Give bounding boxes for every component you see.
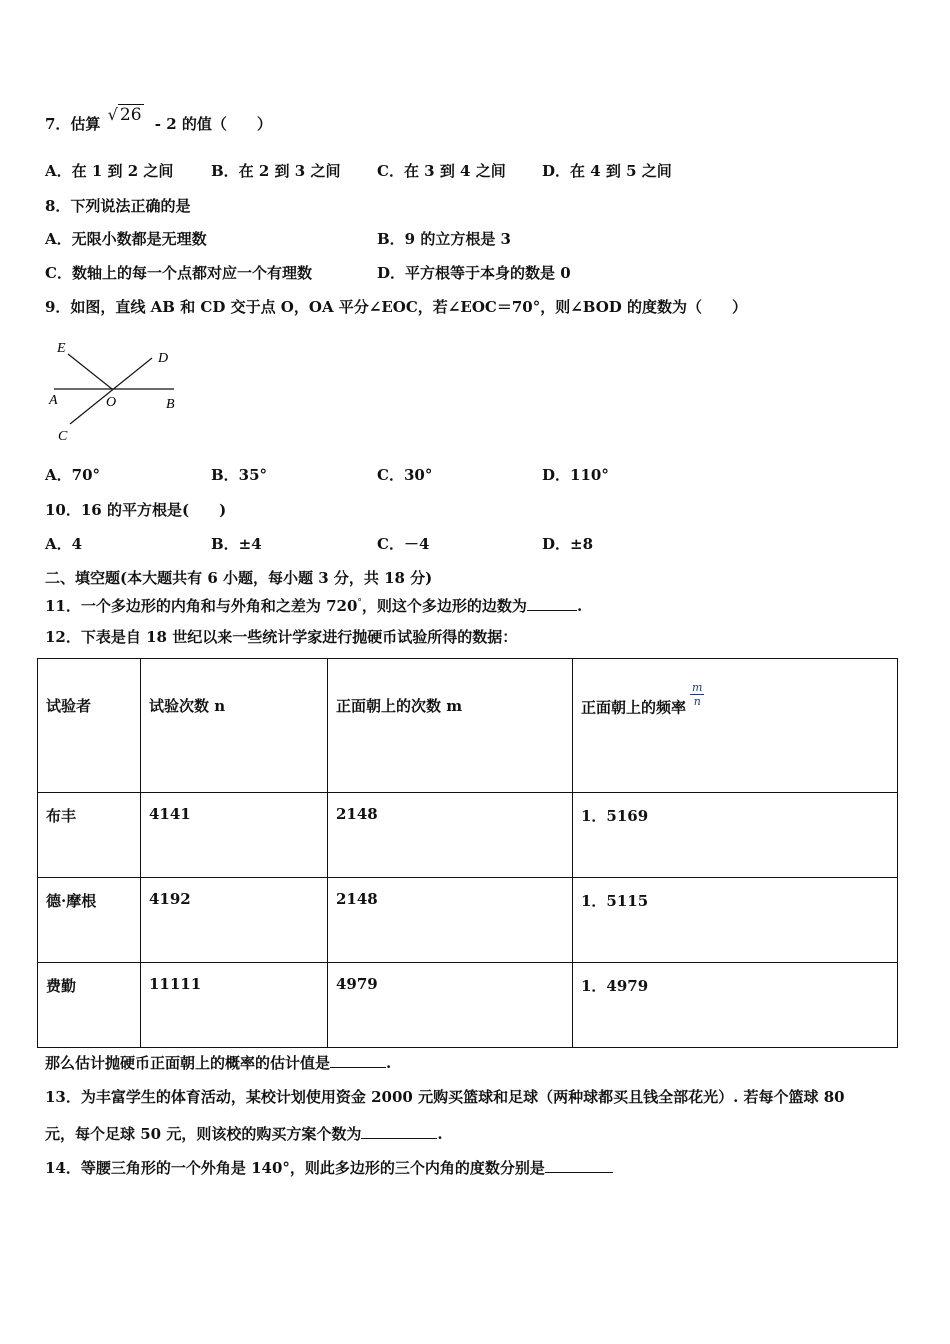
cell-name: 布丰 <box>38 793 141 878</box>
label-d: D <box>158 351 169 366</box>
q7-number: 7．估算 <box>45 115 101 133</box>
cell-trials: 4192 <box>141 878 328 963</box>
question-9: 9．如图，直线 AB 和 CD 交于点 O，OA 平分∠EOC，若∠EOC＝70°，则∠BOD 的度数为（ ） <box>45 298 748 316</box>
fraction-numerator: m <box>692 681 703 694</box>
q10-option-c: C．－4 <box>377 535 430 553</box>
ray-oe <box>68 354 112 389</box>
cell-heads: 2148 <box>328 793 573 878</box>
q10-option-a: A．4 <box>45 535 83 553</box>
cell-heads: 4979 <box>328 963 573 1048</box>
radical-icon: √ <box>107 105 118 124</box>
cell-name: 德·摩根 <box>38 878 141 963</box>
section-heading: 二、填空题(本大题共有 6 小题，每小题 3 分，共 18 分) <box>45 569 433 587</box>
question-12: 12．下表是自 18 世纪以来一些统计学家进行抛硬币试验所得的数据： <box>45 628 518 646</box>
cell-trials: 11111 <box>141 963 328 1048</box>
question-13-line1: 13．为丰富学生的体育活动，某校计划使用资金 2000 元购买篮球和足球（两种球都买且钱全部花光）. 若每个篮球 80 <box>45 1088 845 1106</box>
fraction-denominator: n <box>693 695 701 708</box>
q8-option-b: B．9 的立方根是 3 <box>377 230 511 248</box>
q12-after: 那么估计抛硬币正面朝上的概率的估计值是 <box>45 1054 331 1072</box>
label-b: B <box>166 397 175 412</box>
question-14 <box>45 1158 613 1178</box>
cell-frequency: 1．5115 <box>573 878 898 963</box>
table-header-row <box>38 659 898 793</box>
q11-end: . <box>576 597 583 615</box>
q13-end: . <box>437 1125 443 1143</box>
label-a: A <box>49 393 58 408</box>
header-frequency <box>573 659 898 793</box>
q11-after: ，则这个多边形的边数为 <box>361 597 527 615</box>
q14-text: 14．等腰三角形的一个外角是 140°，则此多边形的三个内角的度数分别是 <box>45 1159 545 1177</box>
cell-frequency: 1．4979 <box>573 963 898 1048</box>
cell-frequency: 1．5169 <box>573 793 898 878</box>
label-e: E <box>57 341 66 356</box>
q9-option-d: D．110° <box>542 466 609 484</box>
answer-blank[interactable] <box>545 1158 613 1173</box>
header-heads-count: 正面朝上的次数 m <box>328 659 573 793</box>
question-10: 10．16 的平方根是( ) <box>45 501 227 519</box>
answer-blank[interactable] <box>330 1053 386 1068</box>
line-cd <box>70 358 152 424</box>
question-8: 8．下列说法正确的是 <box>45 197 191 215</box>
header-experimenter: 试验者 <box>38 659 141 793</box>
q11-degree: ° <box>357 598 362 608</box>
q7-option-b: B．在 2 到 3 之间 <box>211 162 341 180</box>
q7-option-d: D．在 4 到 5 之间 <box>542 162 672 180</box>
question-7 <box>45 105 272 134</box>
q7-radicand: 26 <box>119 105 142 125</box>
q8-option-a: A．无限小数都是无理数 <box>45 230 207 248</box>
fraction-m-over-n <box>690 681 704 708</box>
answer-blank[interactable] <box>361 1124 437 1139</box>
q9-option-a: A．70° <box>45 466 101 484</box>
cell-heads: 2148 <box>328 878 573 963</box>
q7-tail: - 2 的值（ ） <box>154 115 272 133</box>
q8-option-d: D．平方根等于本身的数是 0 <box>377 264 571 282</box>
answer-blank[interactable] <box>527 596 577 611</box>
coin-toss-table <box>37 658 898 1048</box>
cell-name: 费勤 <box>38 963 141 1048</box>
q9-option-b: B．35° <box>211 466 268 484</box>
label-o: O <box>106 395 117 410</box>
header-frequency-label: 正面朝上的频率 <box>581 698 687 717</box>
q8-option-c: C．数轴上的每一个点都对应一个有理数 <box>45 264 312 282</box>
q7-option-a: A．在 1 到 2 之间 <box>45 162 174 180</box>
angle-figure <box>42 336 192 446</box>
q12-end: . <box>386 1054 392 1072</box>
question-13-line2 <box>45 1124 443 1144</box>
q11-before: 11．一个多边形的内角和与外角和之差为 720 <box>45 597 358 615</box>
table-row <box>38 878 898 963</box>
q10-option-d: D．±8 <box>542 535 594 553</box>
cell-trials: 4141 <box>141 793 328 878</box>
question-12-followup <box>45 1053 391 1073</box>
q9-option-c: C．30° <box>377 466 433 484</box>
question-11 <box>45 593 582 616</box>
table-row <box>38 963 898 1048</box>
header-trials: 试验次数 n <box>141 659 328 793</box>
sqrt-expression <box>108 105 144 125</box>
q13-line2-text: 元，每个足球 50 元，则该校的购买方案个数为 <box>45 1125 362 1143</box>
table-row <box>38 793 898 878</box>
q10-option-b: B．±4 <box>211 535 262 553</box>
q7-option-c: C．在 3 到 4 之间 <box>377 162 506 180</box>
label-c: C <box>58 429 68 444</box>
